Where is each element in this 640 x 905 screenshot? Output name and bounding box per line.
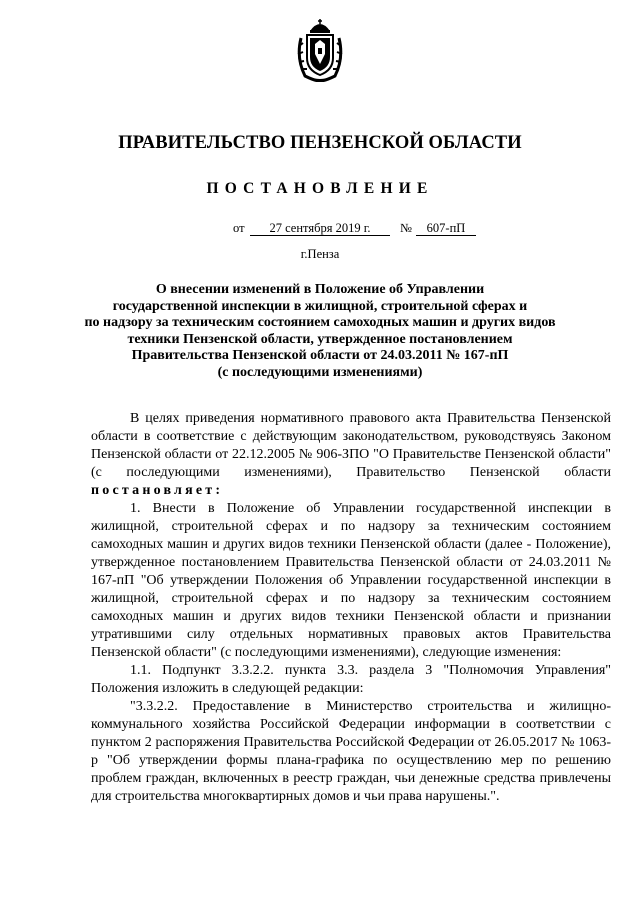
number-sign: № bbox=[400, 221, 412, 235]
document-title bbox=[70, 282, 570, 381]
title-line: техники Пензенской области, утвержденное постановлением bbox=[127, 331, 513, 347]
document-body bbox=[91, 410, 611, 806]
title-line: по надзору за техническим состоянием самоходных машин и других видов bbox=[84, 315, 556, 330]
preamble-paragraph bbox=[91, 410, 611, 500]
title-line: О внесении изменений в Положение об Управлении bbox=[155, 282, 485, 297]
title-line: (с последующими изменениями) bbox=[217, 364, 423, 380]
resolves-word: постановляет: bbox=[91, 483, 224, 498]
preamble-text: В целях приведения нормативного правового акта Правительства Пензенской области в соответствие с действующим законодательством, руководствуясь Законом Пензенской области от 22.12.2005 № 906-ЗПО "О Правительстве Пензенской области" (с последующими изменениями), Правительство Пензенской области bbox=[91, 411, 611, 480]
title-line: Правительства Пензенской области от 24.03.2011 № 167-пП bbox=[131, 348, 509, 363]
document-type: ПОСТАНОВЛЕНИЕ bbox=[206, 180, 434, 197]
title-line: государственной инспекции в жилищной, строительной сферах и bbox=[112, 298, 528, 314]
date-prefix: от bbox=[233, 221, 245, 235]
organization-name: ПРАВИТЕЛЬСТВО ПЕНЗЕНСКОЙ ОБЛАСТИ bbox=[118, 133, 522, 153]
item-1-paragraph: 1. Внести в Положение об Управлении государственной инспекции в жилищной, строительной сферах и по надзору за техническим состоянием самоходных машин и других видов техники Пензенской области (далее - Положение), утвержденное постановлением Правительства Пензенской области от 24.03.2011 № 167-пП "Об утверждении Положения об Управлении государственной инспекции в жилищной, строительной сферах и по надзору за техническим состоянием самоходных машин и других видов техники Пензенской области и признании утратившими силу отдельных нормативных правовых актов Правительства Пензенской области" (с последующими изменениями), следующие изменения: bbox=[91, 501, 611, 660]
city: г.Пенза bbox=[300, 247, 340, 261]
coat-of-arms-emblem bbox=[295, 18, 345, 82]
document-date: 27 сентября 2019 г. bbox=[250, 221, 390, 236]
document-number: 607-пП bbox=[416, 221, 476, 236]
quoted-paragraph: "3.3.2.2. Предоставление в Министерство строительства и жилищно-коммунального хозяйства Российской Федерации информации в соответствии с пунктом 2 распоряжения Правительства Российской Федерации от 26.05.2017 № 1063-р "Об утверждении формы плана-графика по осуществлению мер по решению проблем граждан, включенных в реестр граждан, чьи денежные средства привлечены для строительства многоквартирных домов и чьи права нарушены.". bbox=[91, 699, 611, 804]
item-1-1-paragraph: 1.1. Подпункт 3.3.2.2. пункта 3.3. раздела 3 "Полномочия Управления" Положения изложить в следующей редакции: bbox=[91, 663, 611, 696]
